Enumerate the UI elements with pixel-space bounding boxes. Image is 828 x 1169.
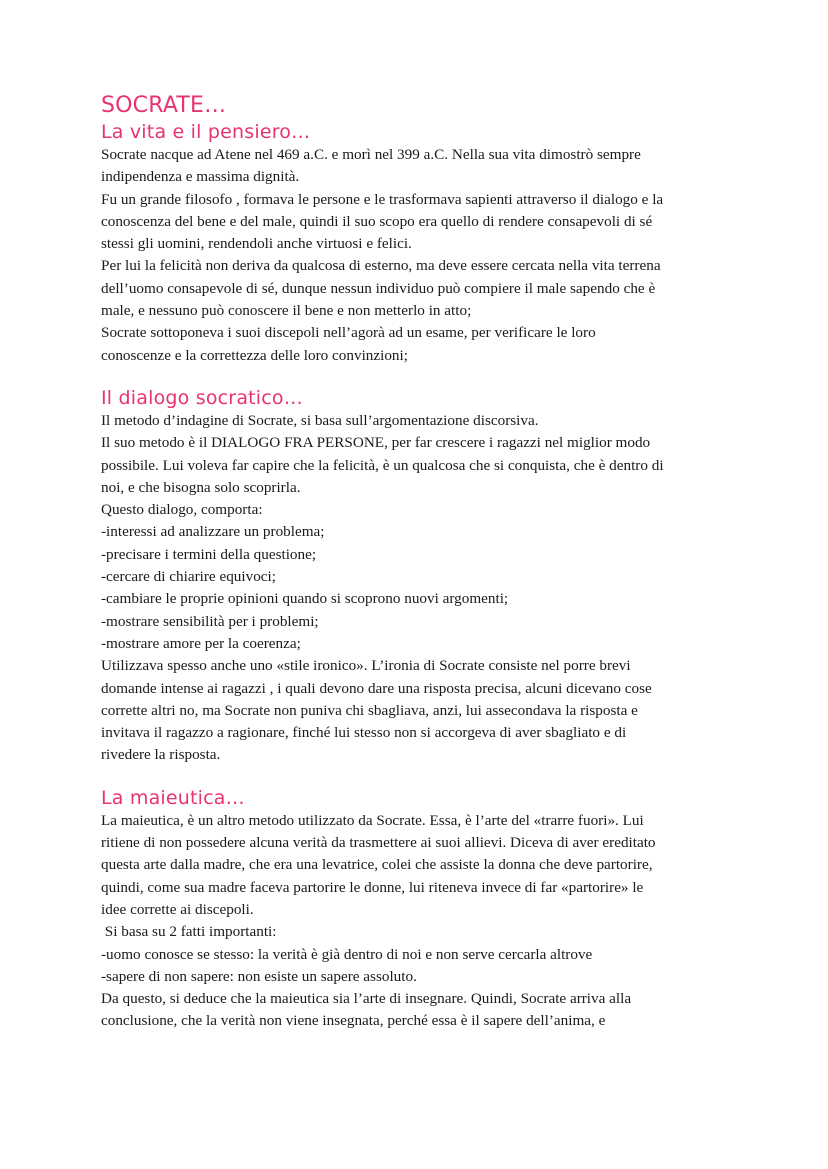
text-line: male, e nessuno può conoscere il bene e non metterlo in atto; <box>101 302 472 320</box>
text-line: idee corrette ai discepoli. <box>101 900 254 918</box>
text-line: conoscenza del bene e del male, quindi il suo scopo era quello di rendere consapevoli di sé <box>101 212 653 230</box>
text-line: possibile. Lui voleva far capire che la felicità, è un qualcosa che si conquista, che è dentro di <box>101 456 664 474</box>
text-line: questa arte dalla madre, che era una levatrice, colei che assiste la donna che deve partorire, <box>101 856 653 874</box>
text-line: Da questo, si deduce che la maieutica sia l’arte di insegnare. Quindi, Socrate arriva alla <box>101 990 632 1008</box>
list-item: -uomo conosce se stesso: la verità è già dentro di noi e non serve cercarla altrove <box>101 945 593 963</box>
text-line: noi, e che bisogna solo scoprirla. <box>101 478 301 496</box>
text-line: Il metodo d’indagine di Socrate, si basa sull’argomentazione discorsiva. <box>101 411 539 429</box>
list-item: -interessi ad analizzare un problema; <box>101 523 325 541</box>
list-item: -cercare di chiarire equivoci; <box>101 568 276 586</box>
list-item: -mostrare sensibilità per i problemi; <box>101 612 319 630</box>
list-item: -precisare i termini della questione; <box>101 545 317 563</box>
document-content <box>101 92 741 1033</box>
text-line: Fu un grande filosofo , formava le persone e le trasformava sapienti attraverso il dialogo e la <box>101 190 664 208</box>
text-line: quindi, come sua madre faceva partorire le donne, lui riteneva invece di far «partorire» le <box>101 878 644 896</box>
text-line: conclusione, che la verità non viene insegnata, perché essa è il sapere dell’anima, e <box>101 1012 606 1030</box>
text-line: Socrate sottoponeva i suoi discepoli nell’agorà ad un esame, per verificare le loro <box>101 324 596 342</box>
text-line: Per lui la felicità non deriva da qualcosa di esterno, ma deve essere cercata nella vita terrena <box>101 257 661 275</box>
text-line: stessi gli uomini, rendendoli anche virtuosi e felici. <box>101 235 412 253</box>
text-line: conoscenze e la correttezza delle loro convinzioni; <box>101 346 408 364</box>
section-body-dialogo-socratico <box>101 410 741 767</box>
section-heading-dialogo-socratico: Il dialogo socratico… <box>101 386 303 409</box>
list-item: -cambiare le proprie opinioni quando si scoprono nuovi argomenti; <box>101 590 509 608</box>
text-line: corrette altri no, ma Socrate non puniva chi sbagliava, anzi, lui assecondava la risposta e <box>101 701 638 719</box>
section-heading-vita-pensiero: La vita e il pensiero… <box>101 121 311 143</box>
section-body-vita-pensiero <box>101 144 741 367</box>
text-line: Si basa su 2 fatti importanti: <box>101 923 277 941</box>
section-heading-maieutica: La maieutica… <box>101 786 245 809</box>
list-item: -sapere di non sapere: non esiste un sapere assoluto. <box>101 967 417 985</box>
text-line: dell’uomo consapevole di sé, dunque nessun individuo può compiere il male sapendo che è <box>101 279 656 297</box>
text-line: Il suo metodo è il DIALOGO FRA PERSONE, per far crescere i ragazzi nel miglior modo <box>101 434 651 452</box>
text-line: rivedere la risposta. <box>101 746 221 764</box>
text-line: ritiene di non possedere alcuna verità da trasmettere ai suoi allievi. Diceva di aver ereditato <box>101 834 656 852</box>
section-body-maieutica <box>101 810 741 1033</box>
text-line: invitava il ragazzo a ragionare, finché lui stesso non si accorgeva di aver sbagliato e di <box>101 724 627 742</box>
text-line: La maieutica, è un altro metodo utilizzato da Socrate. Essa, è l’arte del «trarre fuori». Lui <box>101 811 644 829</box>
list-item: -mostrare amore per la coerenza; <box>101 634 301 652</box>
document-title: SOCRATE… <box>101 93 227 118</box>
text-line: Utilizzava spesso anche uno «stile ironico». L’ironia di Socrate consiste nel porre brevi <box>101 657 631 675</box>
text-line: indipendenza e massima dignità. <box>101 168 300 186</box>
text-line: Questo dialogo, comporta: <box>101 501 263 519</box>
text-line: Socrate nacque ad Atene nel 469 a.C. e morì nel 399 a.C. Nella sua vita dimostrò sempre <box>101 146 641 163</box>
text-line: domande intense ai ragazzi , i quali devono dare una risposta precisa, alcuni dicevano cose <box>101 679 652 697</box>
